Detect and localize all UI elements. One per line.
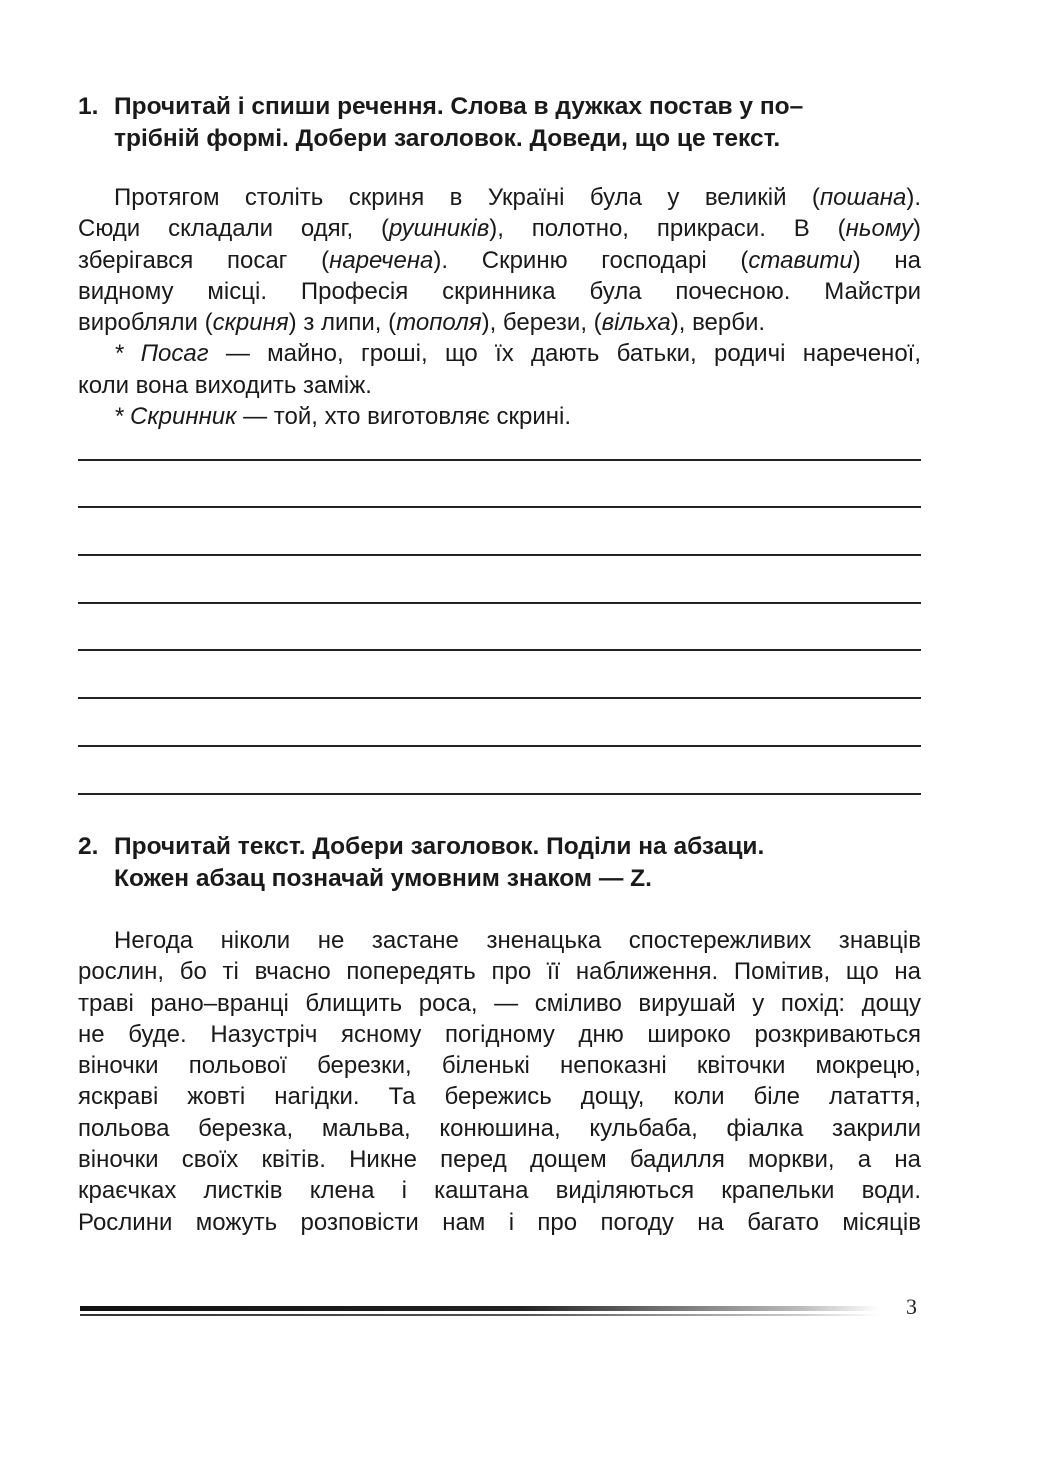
writing-line[interactable] <box>78 602 921 604</box>
task-1-heading-line-2: трібній формі. Добери заголовок. Доведи, що це текст. <box>114 125 781 152</box>
footnote-posag-cont: коли вона виходить заміж. <box>78 371 372 399</box>
inflect-word: тополя <box>396 309 482 337</box>
text-line: яскраві жовті нагідки. Та бережись дощу, коли біле латаття, <box>78 1083 921 1111</box>
text-line: виробляли (скриня) з липи, (тополя), берези, (вільха), верби. <box>78 309 766 337</box>
inflect-word: рушників <box>389 215 490 243</box>
writing-line[interactable] <box>78 793 921 795</box>
text-line: краєчках листків клена і каштана виділяються крапельки води. <box>78 1177 921 1205</box>
text-line: Негода ніколи не застане зненацька спостережливих знавців <box>114 927 921 954</box>
task-1-heading <box>78 91 921 155</box>
task-2-text <box>78 925 921 1238</box>
text-line: зберігався посаг (наречена). Скриню господарі (ставити) на <box>78 246 922 274</box>
footer-rule <box>80 1306 880 1311</box>
text-line: віночки своїх квітів. Никне перед дощем бадилля моркви, а на <box>78 1146 921 1174</box>
task-1-heading-line-1: Прочитай і спиши речення. Слова в дужках постав у по– <box>114 93 804 120</box>
task-2-number: 2. <box>78 833 99 860</box>
text-line: польова березка, мальва, конюшина, кульбаба, фіалка закрили <box>78 1114 921 1142</box>
writing-line[interactable] <box>78 459 921 461</box>
task-2-heading <box>78 831 921 895</box>
text-line: видному місці. Професія скринника була почесною. Майстри <box>78 277 921 305</box>
task-2-heading-line-2: Кожен абзац позначай умовним знаком — Z. <box>114 865 652 892</box>
writing-line[interactable] <box>78 554 921 556</box>
writing-line[interactable] <box>78 697 921 699</box>
text-line: віночки польової березки, біленькі непоказні квіточки мокрецю, <box>78 1052 921 1080</box>
inflect-word: вільха <box>601 309 671 337</box>
inflect-word: наречена <box>329 246 434 274</box>
inflect-word: ставити <box>748 246 853 274</box>
task-2-heading-line-1: Прочитай текст. Добери заголовок. Поділи на абзаци. <box>114 833 765 860</box>
footnote-skrynnyk: * Скринник — той, хто виготовляє скрині. <box>114 403 571 431</box>
text-line: Протягом століть скриня в Україні була у великій (пошана). <box>114 184 921 211</box>
task-1-number: 1. <box>78 93 99 120</box>
task-1-text <box>78 182 921 432</box>
footer-rule-thin <box>80 1314 880 1316</box>
writing-line[interactable] <box>78 506 921 508</box>
text-line: не буде. Назустріч ясному погідному дню широко розкриваються <box>78 1020 921 1048</box>
inflect-word: пошана <box>819 184 907 211</box>
inflect-word: ньому <box>845 215 913 243</box>
writing-line[interactable] <box>78 745 921 747</box>
page-number: 3 <box>906 1294 917 1319</box>
text-line: Сюди складали одяг, (рушників), полотно, прикраси. В (ньому) <box>78 215 921 243</box>
text-line: траві рано–вранці блищить роса, — сміливо вирушай у похід: дощу <box>78 989 921 1017</box>
text-line: рослин, бо ті вчасно попередять про її наближення. Помітив, що на <box>78 958 921 986</box>
writing-line[interactable] <box>78 649 921 651</box>
text-line: Рослини можуть розповісти нам і про погоду на багато місяців <box>78 1208 921 1236</box>
inflect-word: скриня <box>212 309 289 337</box>
footnote-posag: * Посаг — майно, гроші, що їх дають батьки, родичі нареченої, <box>114 340 921 368</box>
